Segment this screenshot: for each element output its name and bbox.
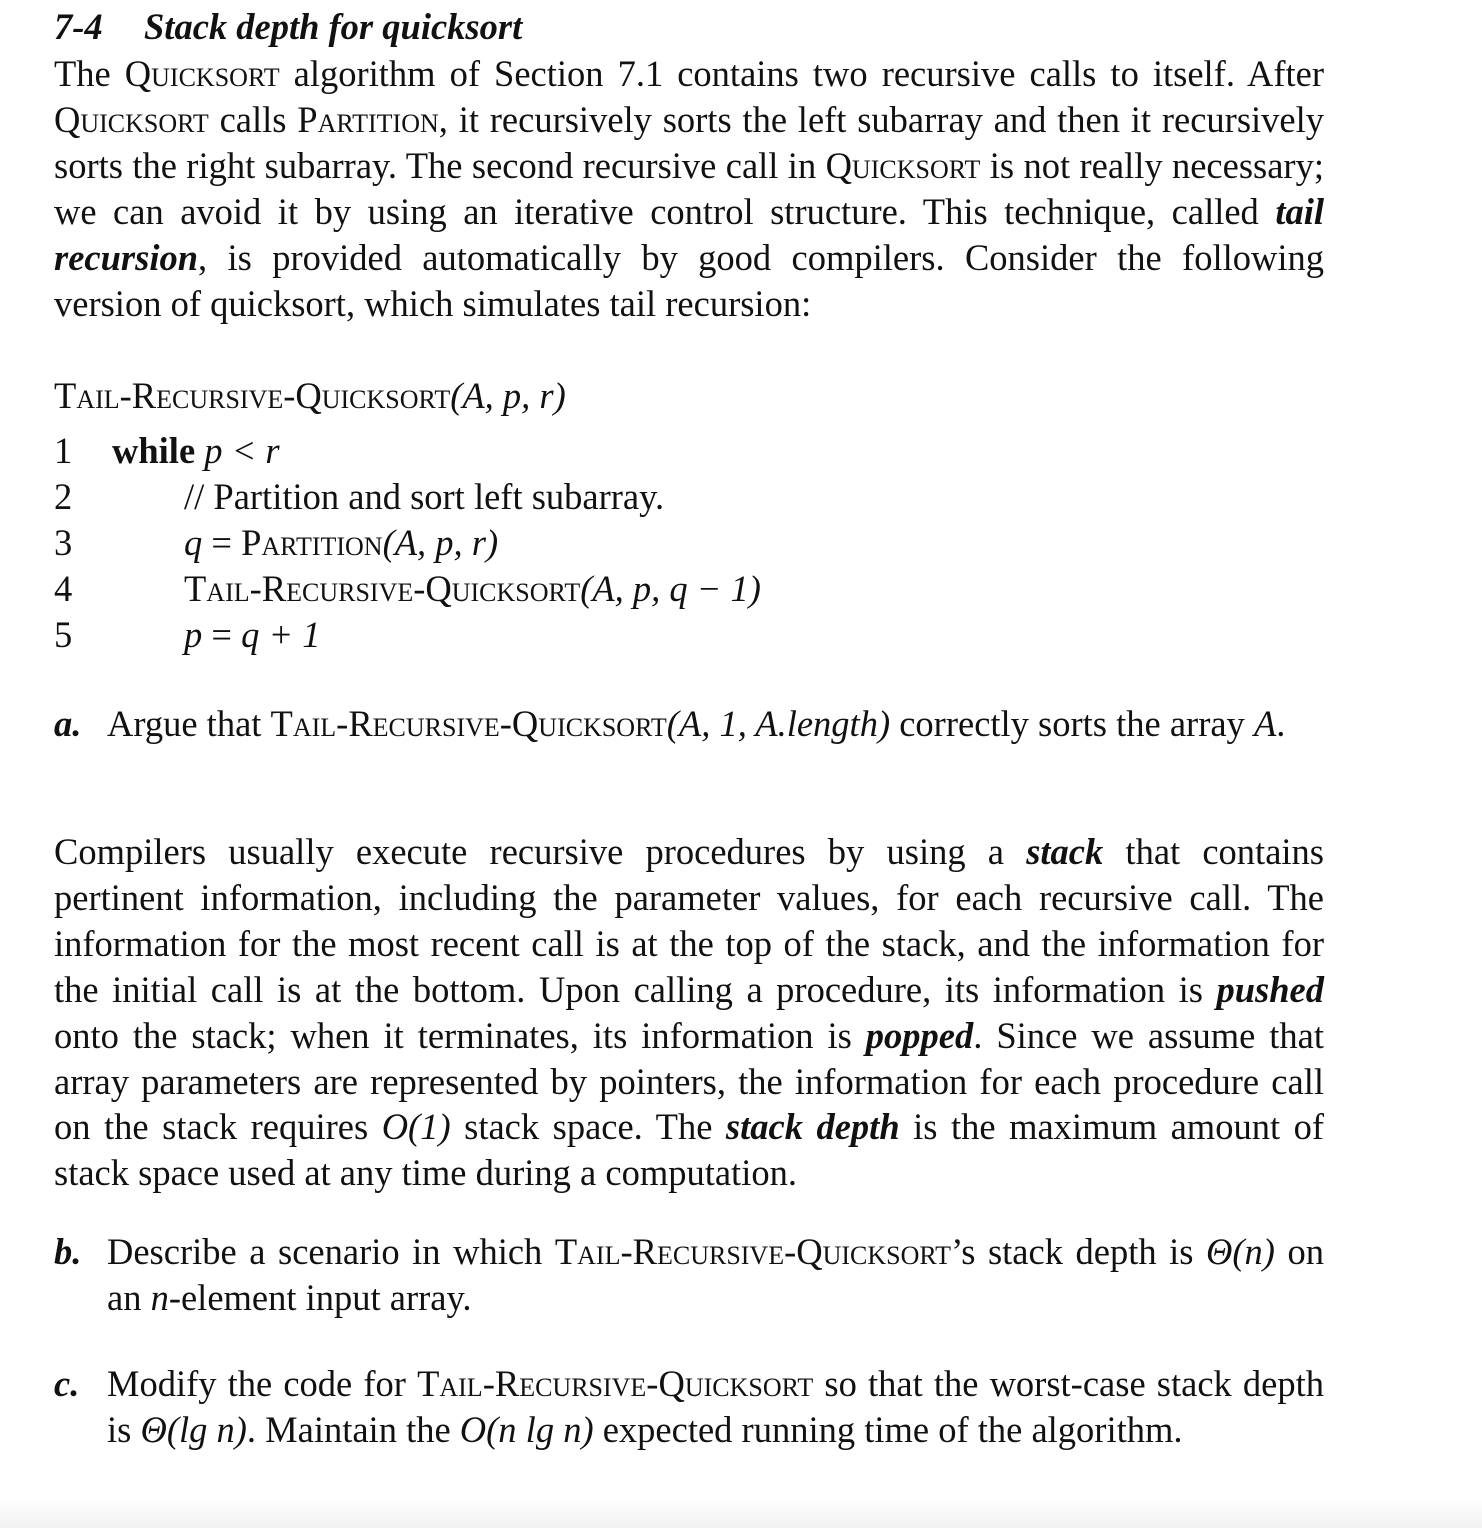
term-pushed: pushed [1216,968,1324,1010]
part-text: Describe a scenario in which [107,1231,555,1272]
assign-value: q + 1 [241,614,321,655]
intro-paragraph [54,51,1324,326]
loop-condition: p < r [195,430,280,471]
code-comment: // Partition and sort left subarray. [184,476,665,517]
intro-text: algorithm of Section 7.1 contains two recursive calls to itself. After [279,53,1324,94]
code-line-3 [54,520,1054,566]
para-text: is the maximum amount of stack space used at any time during a computation. [54,1106,1325,1194]
intro-text: , it recursively sorts the left subarray and then it recursively sorts the right subarray. The second recursive call in [54,98,1325,186]
part-text: -element input array. [168,1277,472,1318]
pseudocode-header [54,372,566,420]
var-q: q [184,522,203,563]
part-text: expected running time of the algorithm. [593,1409,1183,1450]
proc-tail-recursive-quicksort: Tail-Recursive-Quicksort [270,703,667,744]
part-text: Argue that [107,703,271,744]
intro-text: calls [208,98,298,140]
var-n: n [150,1277,169,1318]
var-a: A [1253,703,1277,744]
exercise-part-c [54,1361,1324,1453]
math-theta-n: Θ(n) [1206,1231,1275,1272]
math-o-nlgn: O(n lg n) [459,1409,594,1450]
proc-name: Tail-Recursive-Quicksort [54,375,451,416]
line-number: 5 [54,614,73,655]
part-text: . [1276,703,1286,744]
line-number: 4 [54,568,73,609]
para-text: stack space. The [450,1106,726,1148]
exercise-part-b [54,1229,1324,1321]
proc-partition: Partition [241,522,383,563]
var-p: p [184,614,203,655]
part-text: correctly sorts the array [890,703,1254,744]
term-tail-recursion: tail recursion [54,190,1324,278]
intro-text: , is provided automatically by good compilers. Consider the following version of quicksort, which simulates tail recursion: [54,236,1324,324]
proc-quicksort: Quicksort [54,98,209,140]
proc-tail-recursive-quicksort: Tail-Recursive-Quicksort [417,1363,814,1404]
proc-quicksort: Quicksort [124,53,280,94]
line-number: 1 [54,430,73,471]
call-args: (A, p, q − 1) [580,568,761,609]
code-line-4 [54,566,1054,612]
line-number: 2 [54,476,73,517]
proc-tail-recursive-quicksort: Tail-Recursive-Quicksort [184,568,581,609]
problem-heading [54,2,522,52]
exercise-part-a [54,701,1324,747]
line-number: 3 [54,522,73,563]
part-text: ’s stack depth is [951,1231,1207,1272]
term-stack: stack [1026,831,1104,872]
proc-args: (A, p, r) [450,375,566,416]
code-line-1 [54,428,280,474]
part-label: b. [54,1231,82,1272]
term-popped: popped [865,1014,974,1056]
call-args: (A, p, r) [382,522,499,563]
part-text: Modify the code for [107,1363,418,1404]
part-text: . Maintain the [246,1409,460,1450]
math-theta-lgn: Θ(lg n) [140,1409,247,1450]
assign-op: = [202,614,242,655]
call-args: (A, 1, A.length) [666,703,891,744]
problem-title: Stack depth for quicksort [144,6,523,47]
intro-text: The [54,53,125,94]
stack-paragraph [54,829,1324,1196]
part-text: so that the worst-case stack depth is [107,1363,1324,1450]
proc-tail-recursive-quicksort: Tail-Recursive-Quicksort [554,1231,952,1272]
part-text: on an [107,1231,1325,1318]
page-bottom-shadow [0,1500,1482,1528]
term-stack-depth: stack depth [725,1106,900,1148]
intro-text: is not really necessary; we can avoid it by using an iterative control structure. This technique, called [54,144,1324,232]
code-line-5 [54,612,1054,658]
math-o1: O(1) [381,1106,451,1148]
para-text: that contains pertinent information, including the parameter values, for each recursive call. The information for the most recent call is at the top of the stack, and the information for the initial call is at the bottom. Upon calling a procedure, its information is [54,831,1324,1010]
part-label: a. [54,703,82,744]
proc-quicksort: Quicksort [825,144,981,186]
assign-op: = [202,522,242,563]
para-text: Compilers usually execute recursive procedures by using a [54,831,1027,872]
para-text: onto the stack; when it terminates, its information is [54,1014,866,1056]
part-label: c. [54,1363,80,1404]
problem-number: 7-4 [54,6,103,47]
keyword-while: while [112,430,196,471]
code-line-2 [54,474,1054,520]
para-text: . Since we assume that array parameters are represented by pointers, the information for each procedure call on the stack requires [54,1014,1324,1148]
proc-partition: Partition [297,98,439,140]
